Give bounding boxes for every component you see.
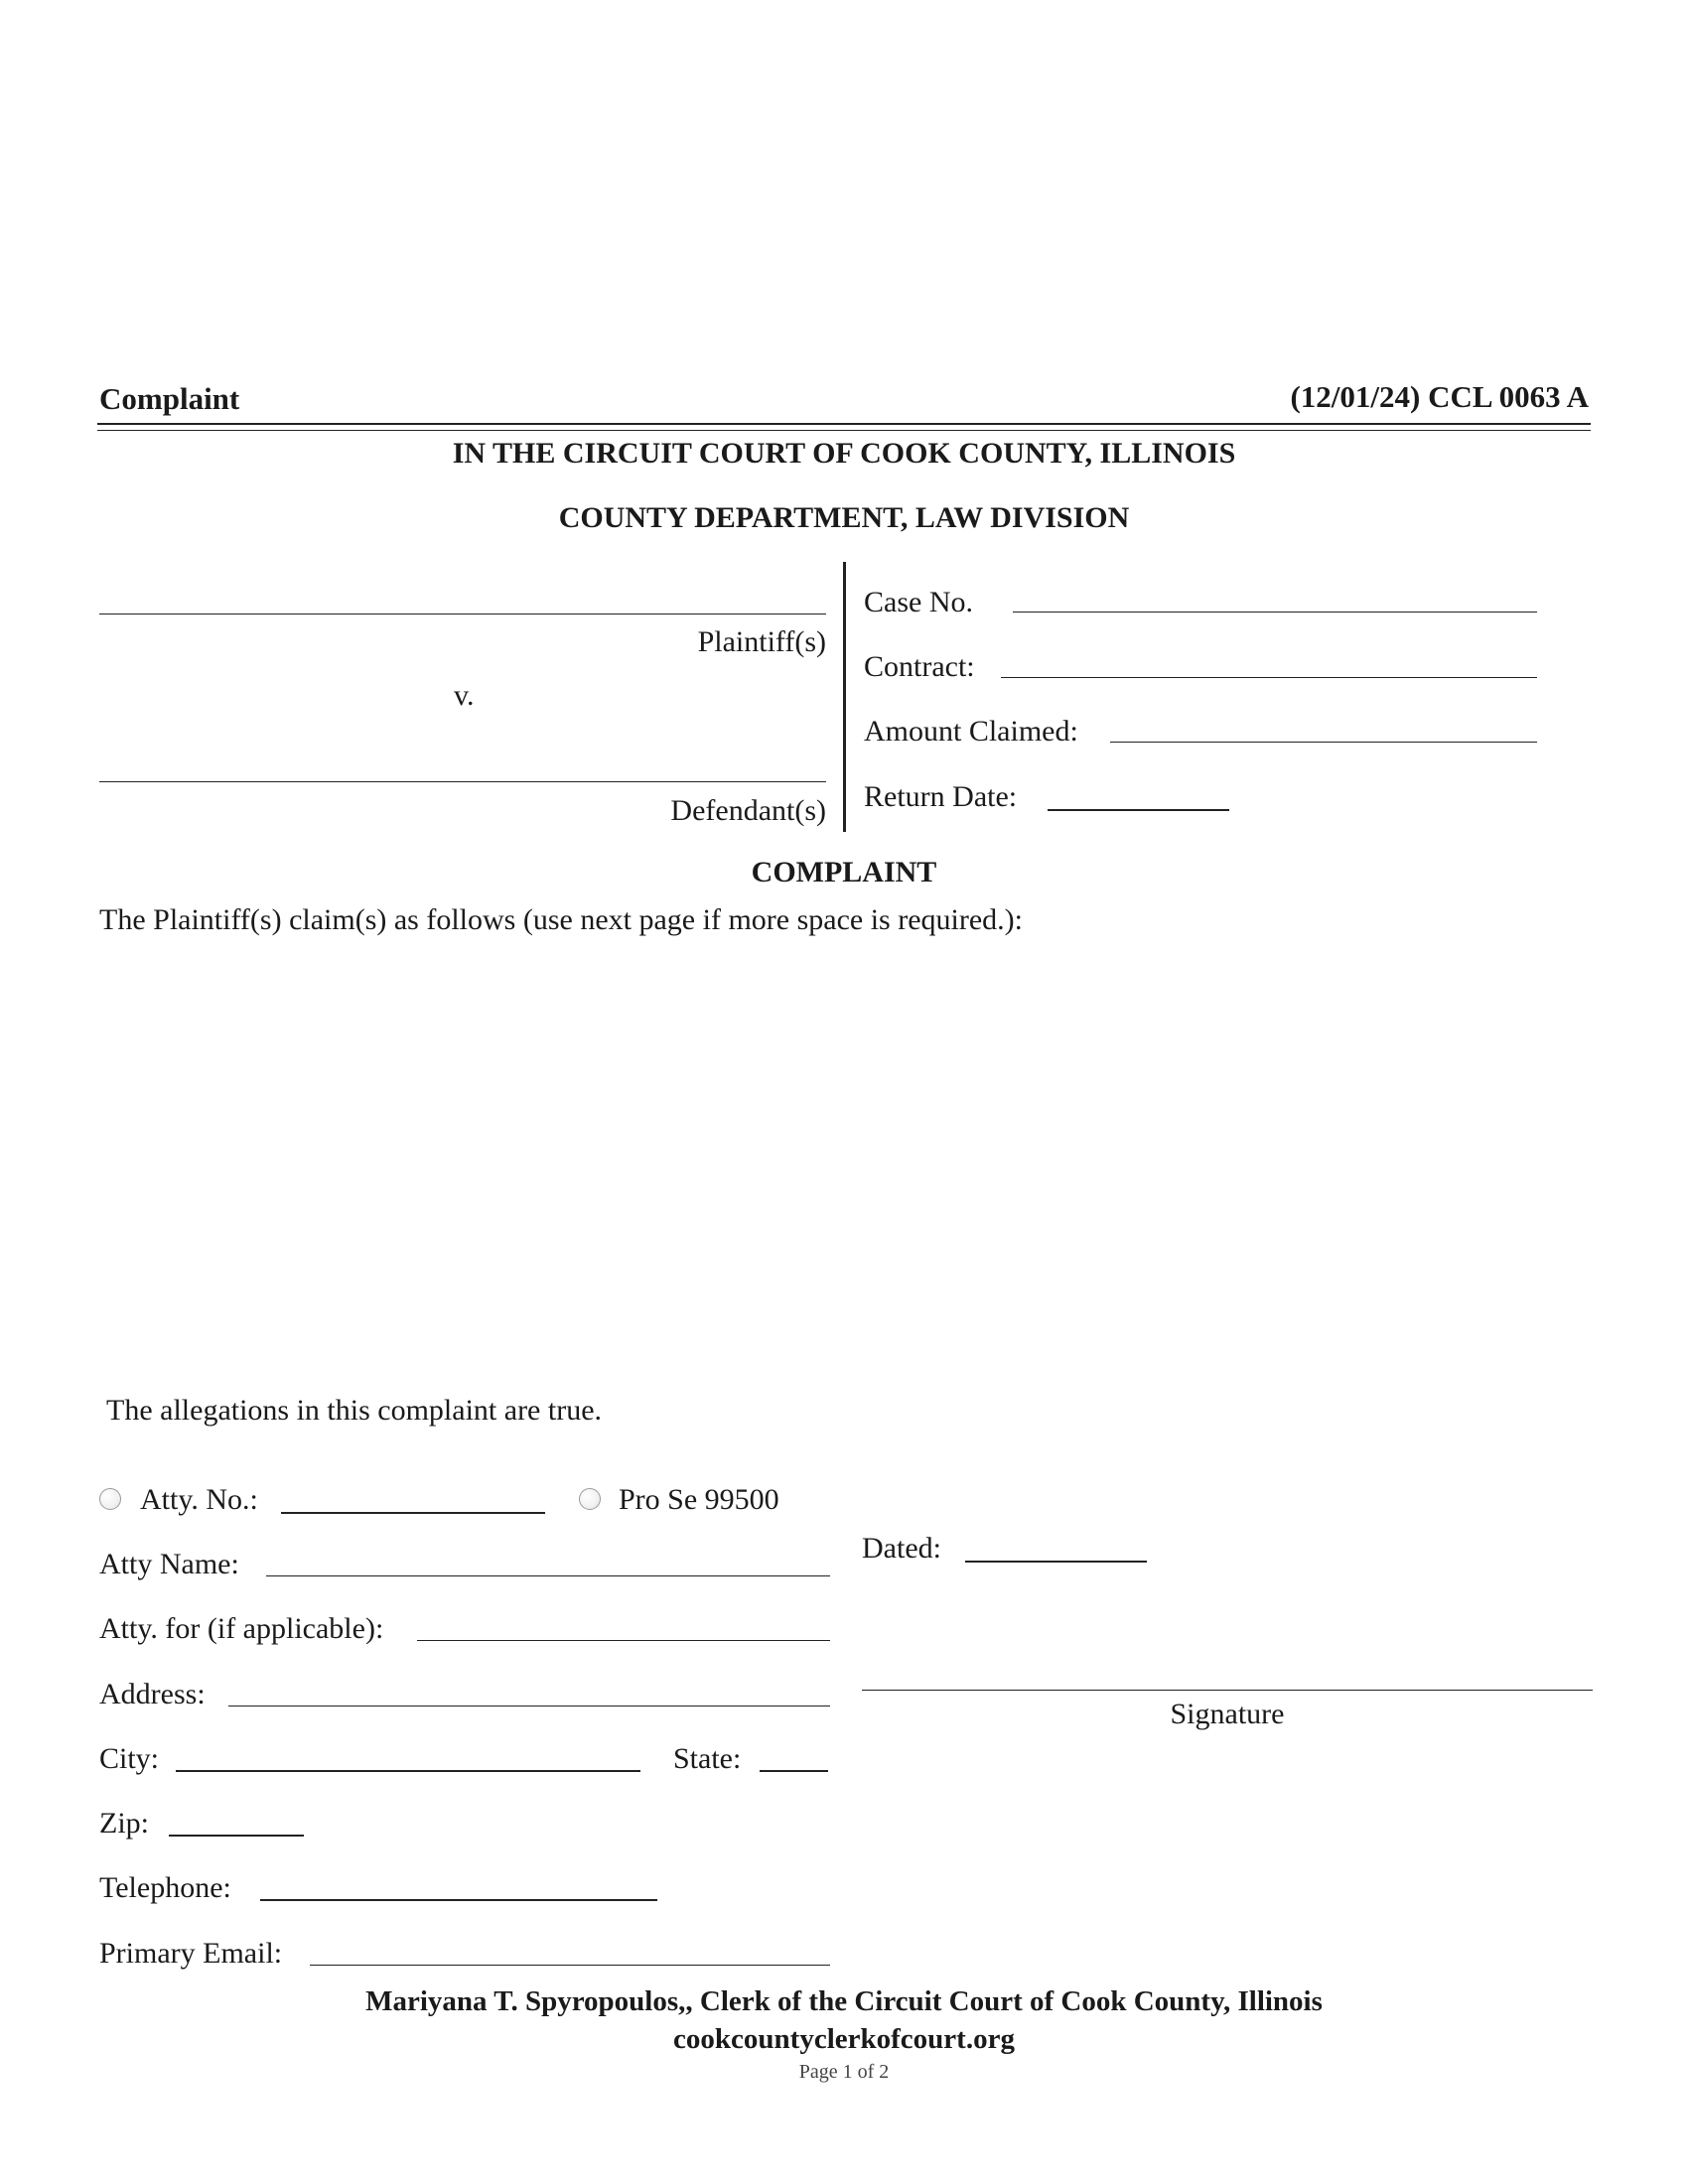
- complaint-intro: The Plaintiff(s) claim(s) as follows (use next page if more space is required.):: [99, 903, 1023, 936]
- atty-for-field[interactable]: [417, 1612, 830, 1641]
- state-label: State:: [673, 1742, 742, 1775]
- signature-field[interactable]: [862, 1668, 1593, 1691]
- complaint-heading: COMPLAINT: [751, 856, 937, 888]
- amount-claimed-label: Amount Claimed:: [864, 715, 1078, 748]
- state-field[interactable]: [760, 1742, 828, 1772]
- defendant-label: Defendant(s): [670, 794, 826, 827]
- atty-name-field[interactable]: [266, 1548, 830, 1576]
- signature-label: Signature: [1170, 1698, 1285, 1730]
- case-no-label: Case No.: [864, 586, 973, 618]
- zip-field[interactable]: [169, 1807, 304, 1837]
- header-divider-top: [97, 423, 1591, 425]
- footer-clerk: Mariyana T. Spyropoulos,, Clerk of the Circuit Court of Cook County, Illinois: [365, 1985, 1323, 2017]
- return-date-label: Return Date:: [864, 780, 1018, 813]
- email-label: Primary Email:: [99, 1937, 283, 1970]
- atty-name-label: Atty Name:: [99, 1548, 239, 1580]
- telephone-label: Telephone:: [99, 1871, 231, 1904]
- atty-no-radio[interactable]: [99, 1488, 121, 1510]
- allegations-statement: The allegations in this complaint are true.: [106, 1394, 603, 1427]
- return-date-field[interactable]: [1048, 780, 1229, 811]
- atty-no-label: Atty. No.:: [140, 1483, 258, 1516]
- dated-field[interactable]: [965, 1532, 1147, 1563]
- footer-website[interactable]: cookcountyclerkofcourt.org: [673, 2023, 1015, 2055]
- city-label: City:: [99, 1742, 160, 1775]
- caption-divider: [843, 562, 846, 832]
- court-division: COUNTY DEPARTMENT, LAW DIVISION: [558, 501, 1130, 534]
- city-field[interactable]: [176, 1742, 640, 1772]
- address-label: Address:: [99, 1678, 206, 1710]
- atty-no-field[interactable]: [281, 1483, 545, 1514]
- amount-claimed-field[interactable]: [1110, 715, 1537, 743]
- pro-se-radio[interactable]: [579, 1488, 601, 1510]
- court-name: IN THE CIRCUIT COURT OF COOK COUNTY, ILLINOIS: [452, 437, 1236, 470]
- dated-label: Dated:: [862, 1532, 941, 1565]
- pro-se-label: Pro Se 99500: [619, 1483, 779, 1516]
- contract-field[interactable]: [1001, 650, 1537, 678]
- plaintiff-field[interactable]: [99, 584, 826, 614]
- address-field[interactable]: [228, 1678, 830, 1706]
- header-divider-bottom: [97, 430, 1591, 431]
- telephone-field[interactable]: [260, 1871, 657, 1901]
- form-code: (12/01/24) CCL 0063 A: [1290, 379, 1589, 414]
- page-number: Page 1 of 2: [798, 2061, 890, 2083]
- defendant-field[interactable]: [99, 751, 826, 782]
- versus-label: v.: [454, 679, 475, 712]
- email-field[interactable]: [310, 1937, 830, 1966]
- plaintiff-label: Plaintiff(s): [697, 625, 826, 658]
- case-no-field[interactable]: [1013, 586, 1537, 613]
- complaint-body-area[interactable]: [99, 953, 1589, 1370]
- contract-label: Contract:: [864, 650, 975, 683]
- zip-label: Zip:: [99, 1807, 149, 1840]
- atty-for-label: Atty. for (if applicable):: [99, 1612, 384, 1645]
- form-title: Complaint: [99, 381, 240, 416]
